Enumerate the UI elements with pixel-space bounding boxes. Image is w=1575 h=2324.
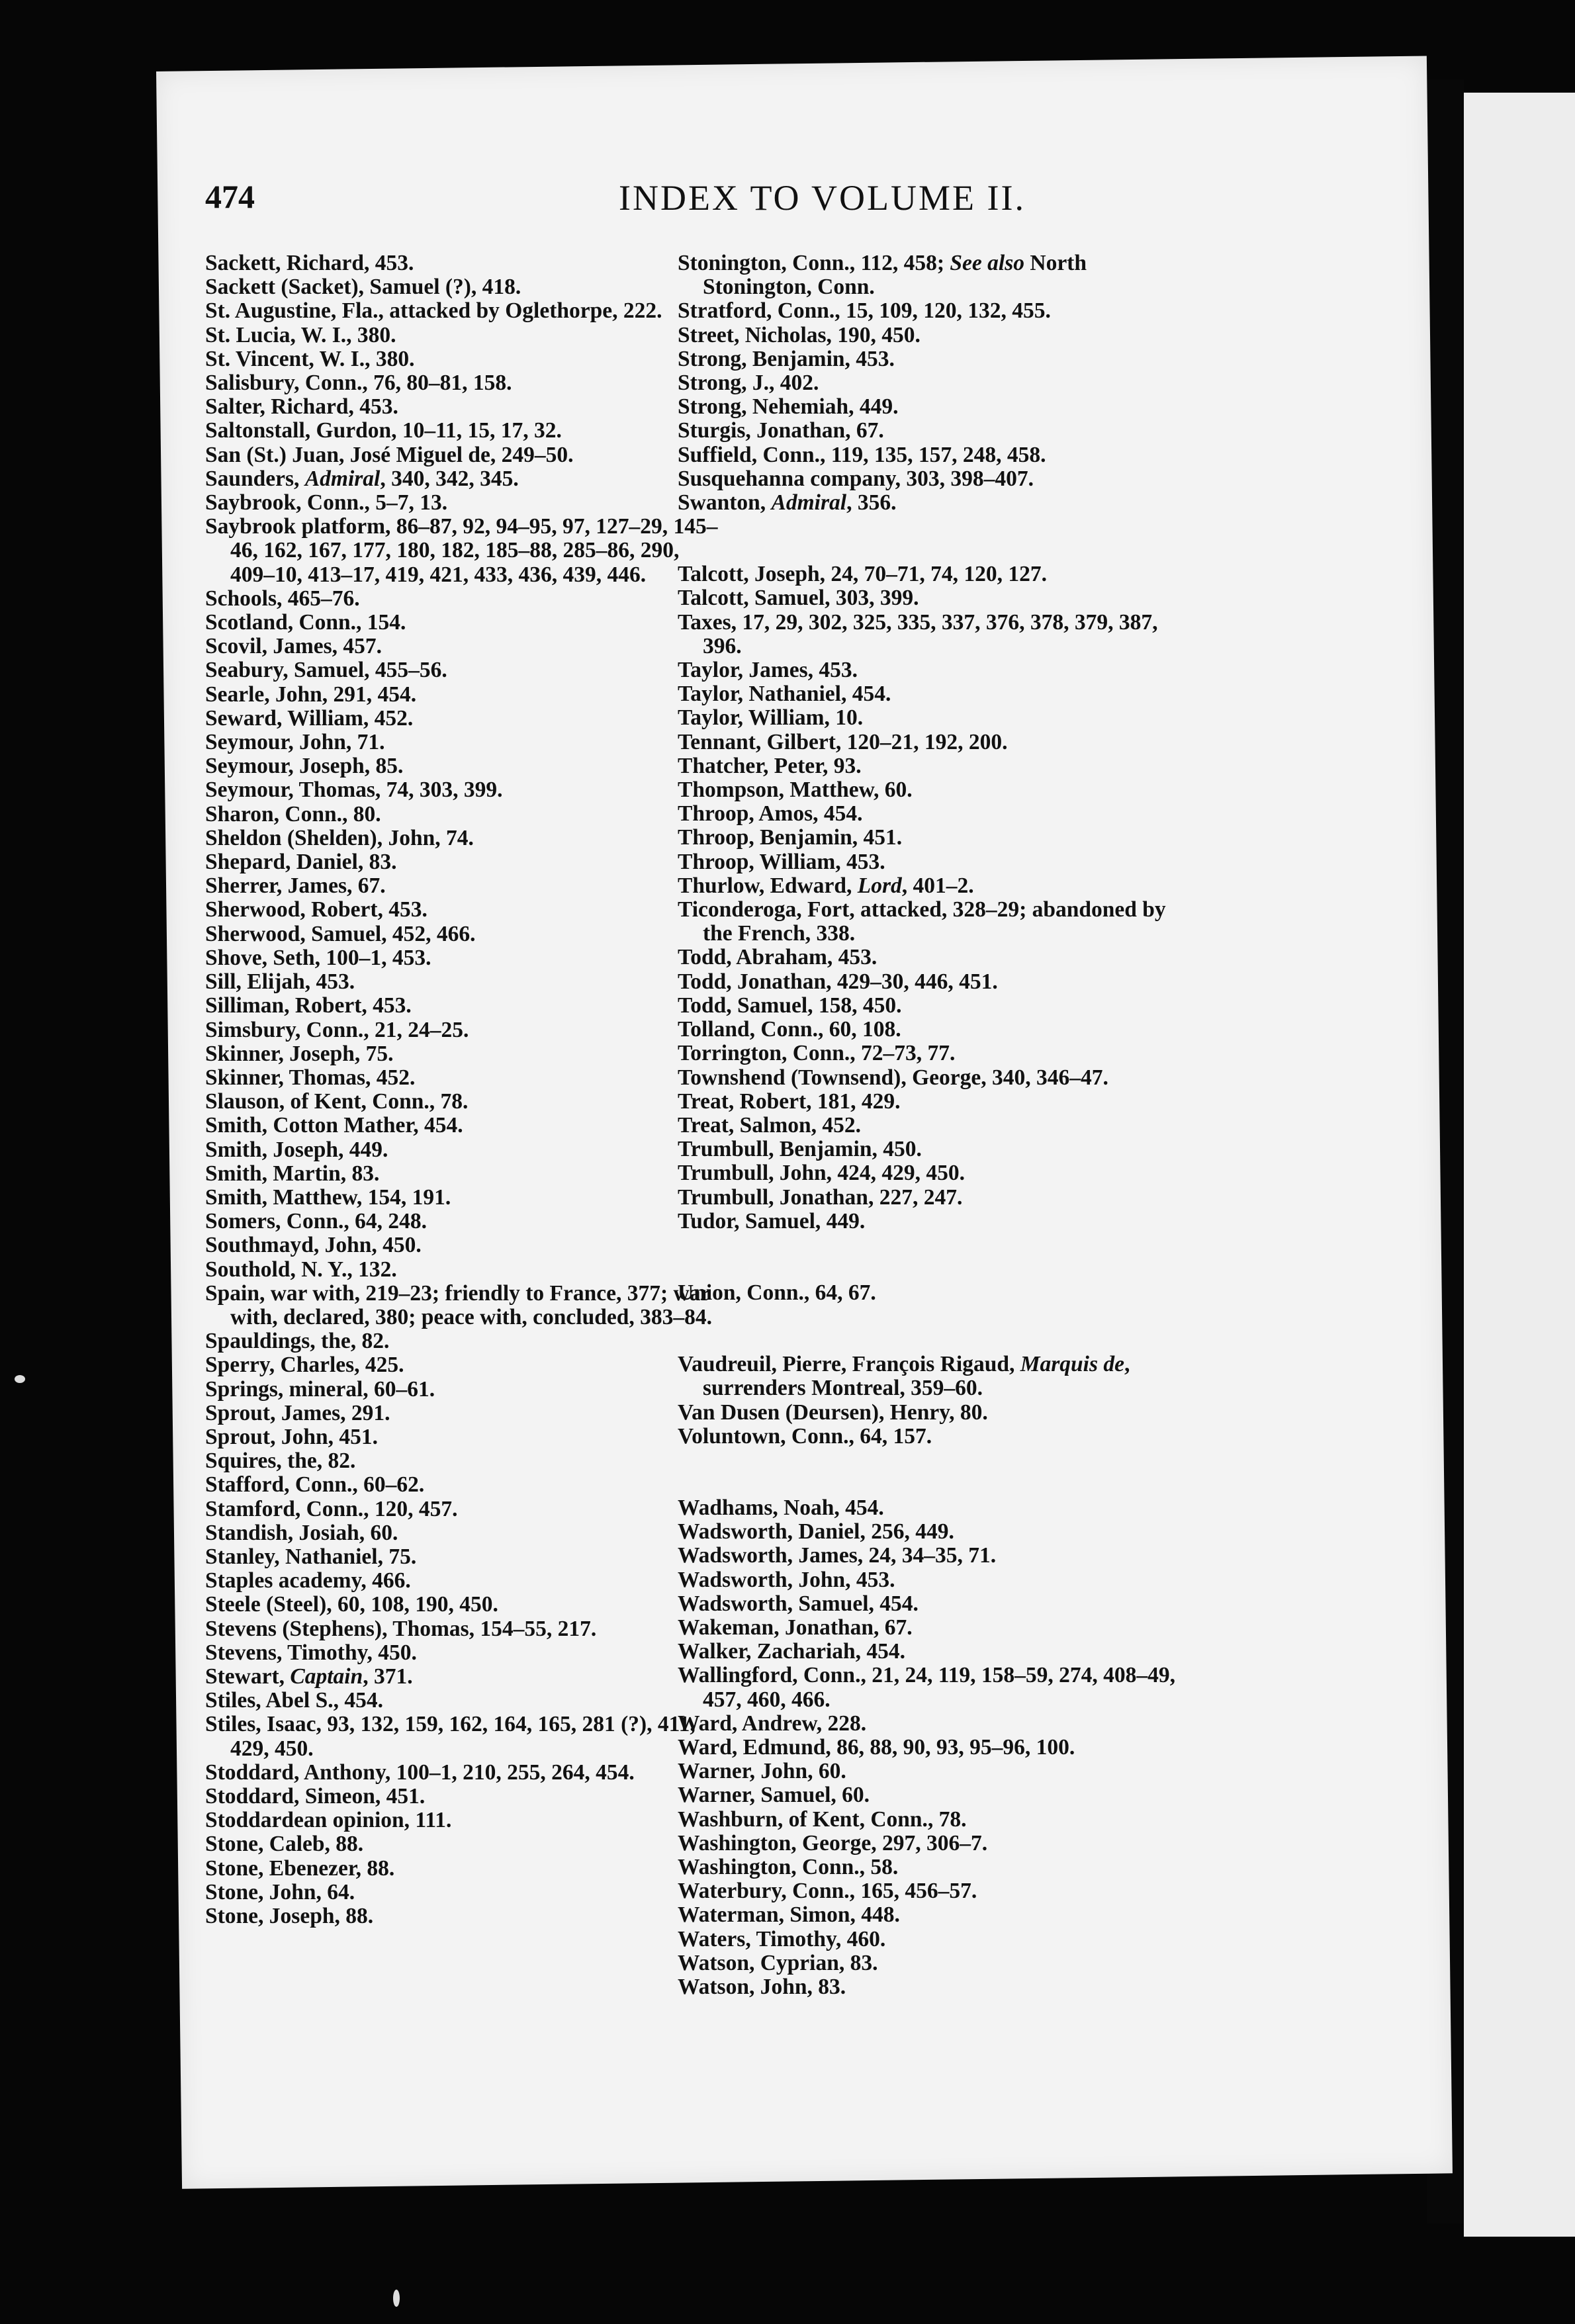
index-entry: Saltonstall, Gurdon, 10–11, 15, 17, 32. bbox=[205, 418, 562, 443]
index-entry: Thatcher, Peter, 93. bbox=[678, 753, 862, 778]
index-entry: Union, Conn., 64, 67. bbox=[678, 1280, 876, 1305]
index-entry: Stone, Caleb, 88. bbox=[205, 1832, 364, 1857]
index-entry: Waterman, Simon, 448. bbox=[678, 1902, 900, 1928]
index-entry: Voluntown, Conn., 64, 157. bbox=[678, 1423, 932, 1449]
index-entry: Smith, Martin, 83. bbox=[205, 1161, 380, 1186]
index-entry: Squires, the, 82. bbox=[205, 1449, 356, 1474]
index-entry-text: , surrenders Montreal, 359–60. bbox=[703, 1352, 1130, 1401]
index-entry: Treat, Salmon, 452. bbox=[678, 1112, 861, 1138]
index-entry: Salisbury, Conn., 76, 80–81, 158. bbox=[205, 371, 512, 396]
index-entry: Todd, Abraham, 453. bbox=[678, 945, 878, 970]
index-entry: Scovil, James, 457. bbox=[205, 634, 382, 659]
index-entry: Susquehanna company, 303, 398–407. bbox=[678, 466, 1034, 491]
index-entry: Taxes, 17, 29, 302, 325, 335, 337, 376, 378, 379, 387, 396. bbox=[678, 609, 1158, 658]
section-gap bbox=[678, 515, 1200, 562]
index-entry: Saybrook, Conn., 5–7, 13. bbox=[205, 490, 448, 515]
index-entry: Wallingford, Conn., 21, 24, 119, 158–59, 274, 408–49, 457, 460, 466. bbox=[678, 1663, 1175, 1712]
index-entry: Warner, John, 60. bbox=[678, 1759, 846, 1784]
index-entry-text: , 401–2. bbox=[901, 873, 974, 898]
index-entry bbox=[205, 1665, 728, 1689]
index-entry: Stone, Joseph, 88. bbox=[205, 1904, 374, 1929]
index-entry: Sprout, James, 291. bbox=[205, 1400, 390, 1425]
index-entry: Ward, Edmund, 86, 88, 90, 93, 95–96, 100. bbox=[678, 1734, 1075, 1760]
index-entry: Slauson, of Kent, Conn., 78. bbox=[205, 1089, 469, 1114]
index-entry: Waterbury, Conn., 165, 456–57. bbox=[678, 1879, 977, 1904]
index-entry: Skinner, Thomas, 452. bbox=[205, 1065, 416, 1090]
index-entry: Van Dusen (Deursen), Henry, 80. bbox=[678, 1400, 988, 1425]
index-entry: Wadhams, Noah, 454. bbox=[678, 1495, 884, 1520]
index-entry: Sackett (Sacket), Samuel (?), 418. bbox=[205, 275, 521, 300]
index-entry-text: Stonington, Conn., 112, 458; bbox=[678, 251, 950, 275]
scan-speck bbox=[393, 2290, 400, 2307]
index-entry: Sprout, John, 451. bbox=[205, 1424, 378, 1449]
index-entry: Sturgis, Jonathan, 67. bbox=[678, 418, 884, 443]
index-entry: Simsbury, Conn., 21, 24–25. bbox=[205, 1017, 469, 1042]
section-gap bbox=[678, 1233, 1200, 1281]
index-entry: Seward, William, 452. bbox=[205, 705, 414, 731]
index-entry: Staples academy, 466. bbox=[205, 1568, 411, 1593]
index-entry: Standish, Josiah, 60. bbox=[205, 1520, 398, 1545]
index-entry: Stoddard, Simeon, 451. bbox=[205, 1784, 426, 1809]
scan-speck bbox=[15, 1375, 25, 1383]
index-entry: Salter, Richard, 453. bbox=[205, 394, 398, 420]
facing-page-edge bbox=[1464, 93, 1575, 2237]
index-column-right bbox=[678, 251, 1200, 1999]
index-entry: Tolland, Conn., 60, 108. bbox=[678, 1017, 901, 1042]
index-entry: Seymour, Thomas, 74, 303, 399. bbox=[205, 778, 503, 803]
index-entry: Sharon, Conn., 80. bbox=[205, 801, 381, 827]
index-entry: Wadsworth, James, 24, 34–35, 71. bbox=[678, 1543, 997, 1568]
index-entry: Townshend (Townsend), George, 340, 346–47. bbox=[678, 1065, 1108, 1090]
index-entry: Spauldings, the, 82. bbox=[205, 1329, 390, 1354]
index-entry: Throop, Amos, 454. bbox=[678, 801, 863, 827]
index-entry: Seymour, John, 71. bbox=[205, 730, 385, 755]
index-entry: Sackett, Richard, 453. bbox=[205, 251, 414, 275]
index-entry-text: Saunders, bbox=[205, 466, 305, 491]
index-entry-italic: Admiral bbox=[771, 490, 847, 515]
index-entry: St. Augustine, Fla., attacked by Oglethorpe, 222. bbox=[205, 298, 662, 324]
index-column-left bbox=[205, 251, 728, 1928]
index-entry: St. Vincent, W. I., 380. bbox=[205, 346, 415, 371]
index-entry-text: , 356. bbox=[846, 490, 897, 515]
index-entry bbox=[678, 1353, 1200, 1400]
index-entry bbox=[205, 467, 728, 491]
index-entry: Seymour, Joseph, 85. bbox=[205, 754, 404, 779]
page-number: 474 bbox=[205, 178, 255, 215]
index-entry-italic: See also bbox=[950, 251, 1024, 275]
index-entry: Stanley, Nathaniel, 75. bbox=[205, 1544, 417, 1569]
index-entry: Walker, Zachariah, 454. bbox=[678, 1639, 906, 1664]
index-entry: Trumbull, Jonathan, 227, 247. bbox=[678, 1184, 963, 1210]
index-entry: Trumbull, John, 424, 429, 450. bbox=[678, 1161, 966, 1186]
index-entry: Talcott, Joseph, 24, 70–71, 74, 120, 127. bbox=[678, 562, 1048, 587]
index-entry: Sherwood, Robert, 453. bbox=[205, 897, 428, 922]
index-entry-text: North Stonington, Conn. bbox=[703, 251, 1087, 300]
index-entry: Southmayd, John, 450. bbox=[205, 1233, 422, 1258]
index-entry: Washburn, of Kent, Conn., 78. bbox=[678, 1807, 967, 1832]
index-entry: Smith, Cotton Mather, 454. bbox=[205, 1113, 463, 1138]
index-entry-text: , 371. bbox=[363, 1664, 413, 1689]
index-entry: Trumbull, Benjamin, 450. bbox=[678, 1137, 922, 1162]
index-entry: Sherrer, James, 67. bbox=[205, 873, 386, 899]
index-entry: Street, Nicholas, 190, 450. bbox=[678, 322, 921, 347]
section-gap bbox=[678, 1449, 1200, 1496]
index-entry bbox=[678, 491, 1200, 515]
index-entry: Spain, war with, 219–23; friendly to France, 377; war with, declared, 380; peace with, concluded, 383–84. bbox=[205, 1280, 712, 1329]
index-entry: Tennant, Gilbert, 120–21, 192, 200. bbox=[678, 729, 1008, 754]
index-entry-text: Vaudreuil, Pierre, François Rigaud, bbox=[678, 1352, 1020, 1377]
index-entry: Wadsworth, Daniel, 256, 449. bbox=[678, 1519, 954, 1544]
index-entry: Skinner, Joseph, 75. bbox=[205, 1041, 394, 1066]
index-entry: St. Lucia, W. I., 380. bbox=[205, 322, 396, 347]
index-entry-text: Stewart, bbox=[205, 1664, 291, 1689]
index-entry: Wadsworth, Samuel, 454. bbox=[678, 1591, 919, 1616]
index-entry: Taylor, James, 453. bbox=[678, 658, 858, 683]
index-entry: Sperry, Charles, 425. bbox=[205, 1353, 404, 1378]
index-entry: Throop, Benjamin, 451. bbox=[678, 825, 903, 850]
index-entry: Smith, Matthew, 154, 191. bbox=[205, 1184, 451, 1210]
index-entry: Shove, Seth, 100–1, 453. bbox=[205, 945, 431, 970]
index-entry: Treat, Robert, 181, 429. bbox=[678, 1089, 901, 1114]
index-entry: Watson, Cyprian, 83. bbox=[678, 1950, 878, 1975]
index-entry: Schools, 465–76. bbox=[205, 586, 360, 611]
index-entry: Southold, N. Y., 132. bbox=[205, 1257, 397, 1282]
index-entry: Stone, Ebenezer, 88. bbox=[205, 1855, 395, 1881]
index-entry: Springs, mineral, 60–61. bbox=[205, 1376, 435, 1402]
index-entry: Ward, Andrew, 228. bbox=[678, 1711, 867, 1736]
index-entry-italic: Marquis de bbox=[1020, 1352, 1125, 1377]
index-entry: Sheldon (Shelden), John, 74. bbox=[205, 825, 474, 850]
index-entry: Washington, Conn., 58. bbox=[678, 1854, 899, 1879]
index-entry: Stevens (Stephens), Thomas, 154–55, 217. bbox=[205, 1616, 597, 1641]
index-entry: Sherwood, Samuel, 452, 466. bbox=[205, 921, 476, 946]
index-entry bbox=[678, 251, 1200, 299]
index-entry bbox=[678, 874, 1200, 898]
index-entry: Taylor, Nathaniel, 454. bbox=[678, 682, 891, 707]
running-head bbox=[205, 172, 1264, 245]
index-entry: Somers, Conn., 64, 248. bbox=[205, 1209, 428, 1234]
index-entry: Thompson, Matthew, 60. bbox=[678, 778, 913, 803]
index-entry: Talcott, Samuel, 303, 399. bbox=[678, 586, 919, 611]
index-entry: Strong, J., 402. bbox=[678, 371, 819, 396]
index-entry: Stiles, Isaac, 93, 132, 159, 162, 164, 165, 281 (?), 411, 429, 450. bbox=[205, 1712, 696, 1761]
index-entry: Stevens, Timothy, 450. bbox=[205, 1640, 417, 1665]
index-entry: Strong, Nehemiah, 449. bbox=[678, 394, 899, 420]
index-entry: Searle, John, 291, 454. bbox=[205, 682, 417, 707]
index-entry: Scotland, Conn., 154. bbox=[205, 610, 406, 635]
index-entry-italic: Captain bbox=[290, 1664, 363, 1689]
index-entry: Suffield, Conn., 119, 135, 157, 248, 458. bbox=[678, 442, 1046, 467]
index-entry: Stone, John, 64. bbox=[205, 1879, 355, 1904]
index-entry: Steele (Steel), 60, 108, 190, 450. bbox=[205, 1592, 498, 1617]
index-entry: Watson, John, 83. bbox=[678, 1975, 846, 1999]
index-entry: Shepard, Daniel, 83. bbox=[205, 850, 397, 875]
index-entry: Strong, Benjamin, 453. bbox=[678, 346, 895, 371]
index-entry-text: Thurlow, Edward, bbox=[678, 873, 858, 898]
index-entry: Sill, Elijah, 453. bbox=[205, 969, 355, 995]
index-entry: Todd, Jonathan, 429–30, 446, 451. bbox=[678, 969, 998, 994]
index-entry: Stoddardean opinion, 111. bbox=[205, 1808, 452, 1833]
index-entry: Todd, Samuel, 158, 450. bbox=[678, 993, 902, 1018]
page-title: INDEX TO VOLUME II. bbox=[619, 178, 1026, 218]
index-entry-italic: Admiral bbox=[304, 466, 381, 491]
index-entry: Throop, William, 453. bbox=[678, 849, 885, 874]
index-entry: Tudor, Samuel, 449. bbox=[678, 1208, 866, 1233]
index-entry: Wakeman, Jonathan, 67. bbox=[678, 1615, 913, 1640]
index-entry-text: , 340, 342, 345. bbox=[380, 466, 519, 491]
index-entry-text: Swanton, bbox=[678, 490, 772, 515]
index-entry: Silliman, Robert, 453. bbox=[205, 993, 412, 1018]
index-entry-italic: Lord bbox=[857, 873, 902, 898]
index-entry: Waters, Timothy, 460. bbox=[678, 1926, 886, 1951]
index-entry: Stratford, Conn., 15, 109, 120, 132, 455. bbox=[678, 298, 1051, 324]
index-entry: Seabury, Samuel, 455–56. bbox=[205, 658, 447, 683]
index-entry: Stafford, Conn., 60–62. bbox=[205, 1472, 425, 1497]
index-entry: Smith, Joseph, 449. bbox=[205, 1137, 388, 1162]
index-entry: Stoddard, Anthony, 100–1, 210, 255, 264, 454. bbox=[205, 1760, 635, 1785]
index-entry: Washington, George, 297, 306–7. bbox=[678, 1830, 988, 1855]
index-entry: Wadsworth, John, 453. bbox=[678, 1567, 895, 1592]
index-entry: San (St.) Juan, José Miguel de, 249–50. bbox=[205, 442, 574, 467]
index-entry: Warner, Samuel, 60. bbox=[678, 1783, 870, 1808]
index-entry: Stamford, Conn., 120, 457. bbox=[205, 1496, 458, 1521]
index-entry: Stiles, Abel S., 454. bbox=[205, 1688, 383, 1713]
index-entry: Taylor, William, 10. bbox=[678, 705, 864, 731]
index-entry: Torrington, Conn., 72–73, 77. bbox=[678, 1041, 956, 1066]
index-entry: Ticonderoga, Fort, attacked, 328–29; abandoned by the French, 338. bbox=[678, 897, 1166, 946]
index-entry: Saybrook platform, 86–87, 92, 94–95, 97, 127–29, 145–46, 162, 167, 177, 180, 182, 185–88, 285–86, 290, 409–10, 413–17, 419, 421, 433, 436, 439, 446. bbox=[205, 514, 718, 587]
section-gap bbox=[678, 1305, 1200, 1353]
